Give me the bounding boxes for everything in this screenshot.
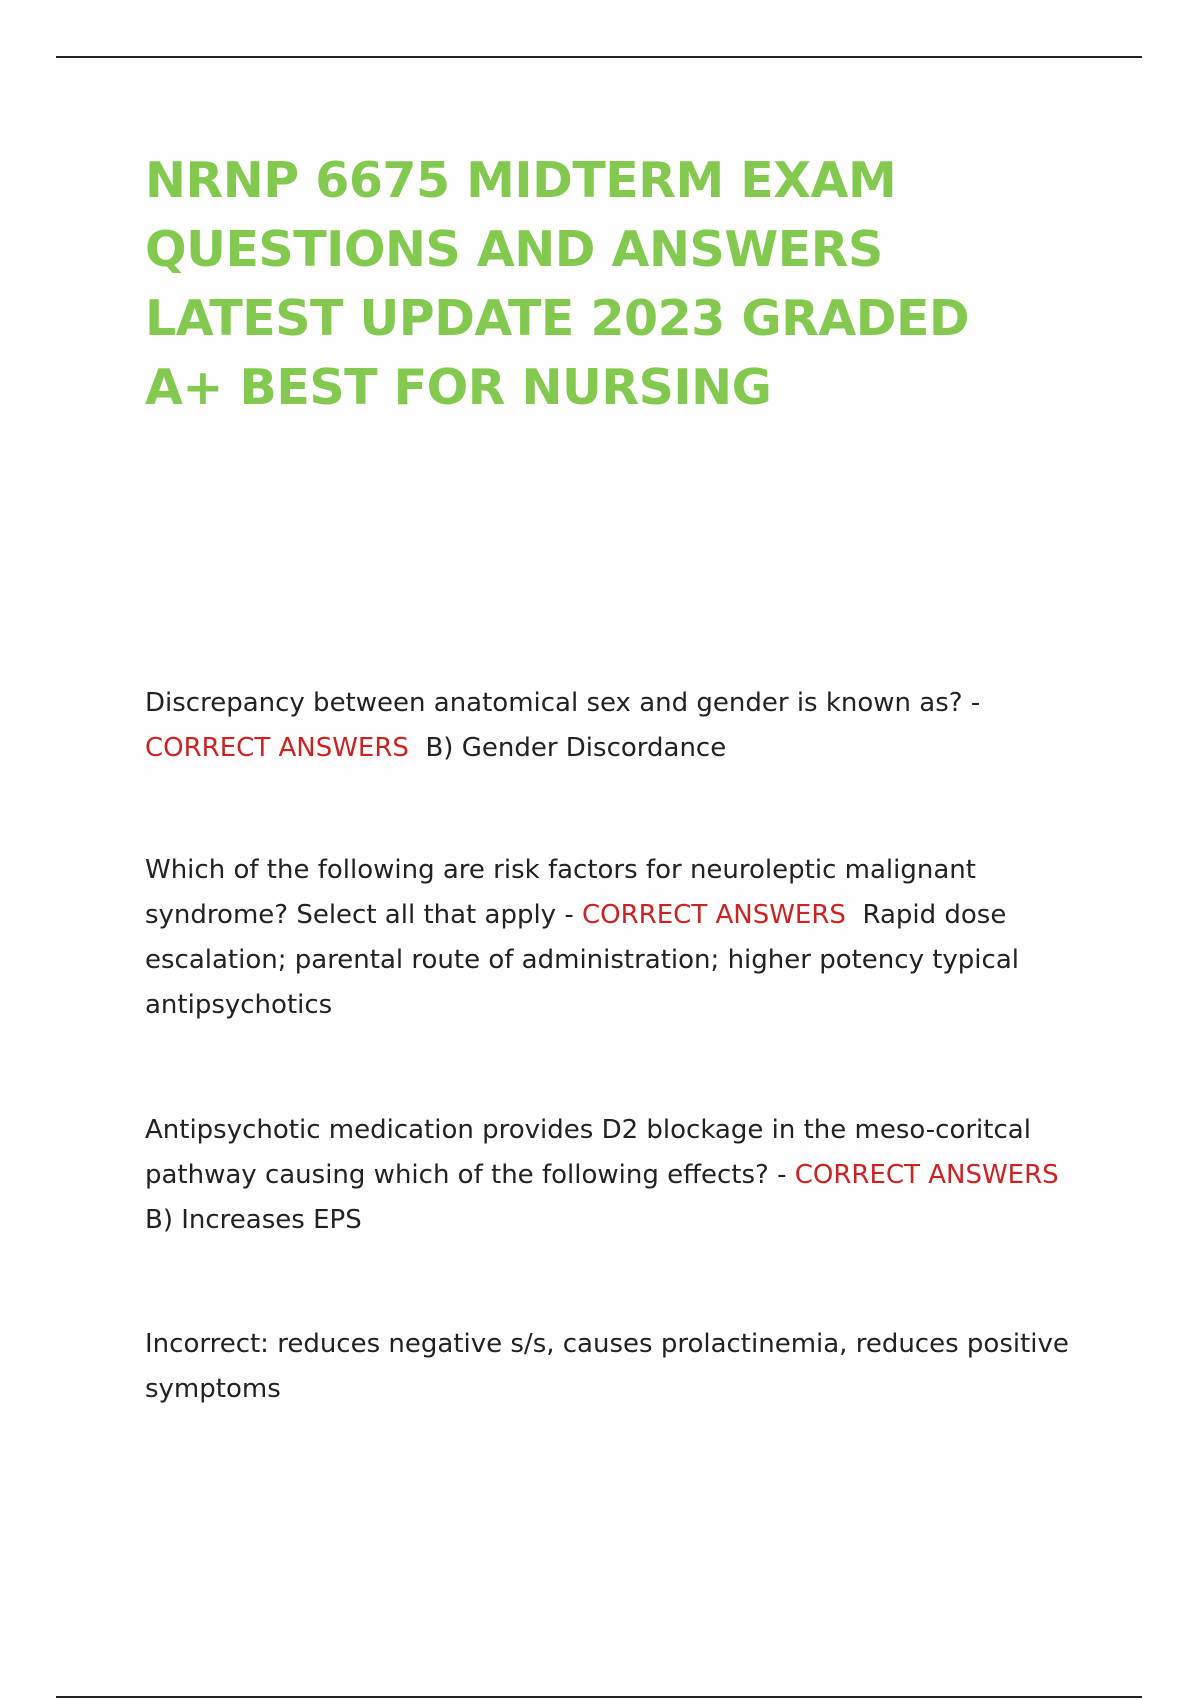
correct-answers-label: CORRECT ANSWERS: [794, 1160, 1059, 1190]
correct-answers-label: CORRECT ANSWERS: [145, 733, 409, 763]
note-text: Incorrect: reduces negative s/s, causes prolactinemia, reduces positive symptoms: [145, 1329, 1069, 1404]
top-rule: [56, 56, 1142, 58]
qa-item: [145, 848, 1075, 1028]
qa-item: [145, 681, 1075, 771]
bottom-rule: [56, 1696, 1142, 1698]
question-text: Antipsychotic medication provides D2 blockage in the meso-coritcal pathway causing which of the following effects? -: [145, 1115, 1031, 1190]
answer-text: B) Increases EPS: [145, 1205, 362, 1235]
question-text: Which of the following are risk factors for neuroleptic malignant syndrome? Select all that apply -: [145, 855, 976, 930]
question-text: Discrepancy between anatomical sex and gender is known as? -: [145, 688, 981, 718]
answer-text: B) Gender Discordance: [425, 733, 727, 763]
correct-answers-label: CORRECT ANSWERS: [581, 900, 846, 930]
qa-item: [145, 1108, 1075, 1243]
answer-text: Rapid dose escalation; parental route of administration; higher potency typical antipsychotics: [145, 900, 1019, 1020]
document-title: NRNP 6675 MIDTERM EXAM QUESTIONS AND ANSWERS LATEST UPDATE 2023 GRADED A+ BEST FOR NURSING: [145, 152, 970, 416]
